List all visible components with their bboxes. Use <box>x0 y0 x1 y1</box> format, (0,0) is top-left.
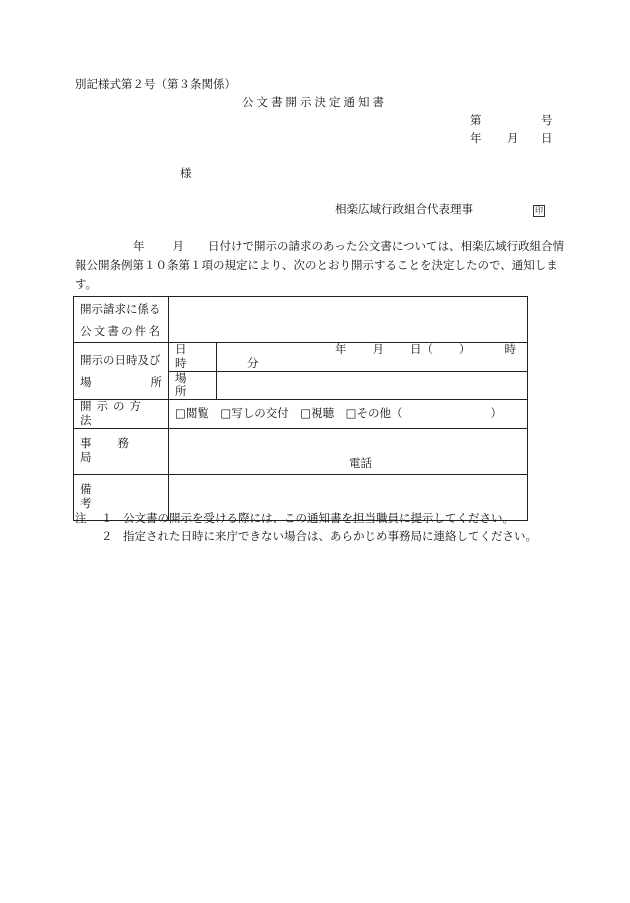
subject-label: 開示請求に係る 公 文 書 の 件 名 <box>74 297 169 343</box>
datetime-label: 開示の日時及び 場 所 <box>74 343 169 400</box>
row-datetime <box>74 343 528 372</box>
body-line-2: 報公開条例第１０条第１項の規定により、次のとおり開示することを決定したので、通知しま <box>75 258 558 272</box>
notes <box>75 509 537 545</box>
place-value <box>217 371 528 400</box>
date-day: 日 <box>541 131 553 145</box>
doc-number-suffix: 号 <box>541 113 553 127</box>
disclosure-form-table <box>73 296 528 521</box>
row-method <box>74 400 528 429</box>
note-1: 注 １ 公文書の開示を受ける際には、この通知書を担当職員に提示してください。 <box>75 511 514 525</box>
place-sub-label: 場所 <box>169 371 217 400</box>
addressee: 様 <box>180 166 192 180</box>
method-options: □閲覧 □写しの交付 □視聴 □その他（ ） <box>169 400 528 429</box>
method-label: 開示の方法 <box>74 400 169 429</box>
seal-mark: 印 <box>535 206 543 215</box>
row-subject <box>74 297 528 343</box>
office-value <box>169 428 528 474</box>
row-office <box>74 428 528 474</box>
date-month: 月 <box>507 131 519 145</box>
document-title: 公文書開示決定通知書 <box>242 95 387 109</box>
body-line-1: 年 月 日付けで開示の請求のあった公文書については、相楽広域行政組合情 <box>133 239 565 253</box>
office-label: 事務局 <box>74 428 169 474</box>
body-paragraph <box>75 237 565 294</box>
doc-number-prefix: 第 <box>470 113 482 127</box>
body-line-3: す。 <box>75 277 98 291</box>
remarks-label: 備考 <box>74 474 169 520</box>
subject-value <box>169 297 528 343</box>
datetime-sub-label: 日時 <box>169 343 217 372</box>
sender: 相楽広域行政組合代表理事 <box>335 202 473 216</box>
form-header: 別記様式第２号（第３条関係） <box>75 77 236 91</box>
note-2: ２ 指定された日時に来庁できない場合は、あらかじめ事務局に連絡してください。 <box>101 529 537 543</box>
date-year: 年 <box>470 131 482 145</box>
phone-label: 電話 <box>349 455 372 470</box>
datetime-value: 年 月 日（ ） 時分 <box>217 343 528 372</box>
